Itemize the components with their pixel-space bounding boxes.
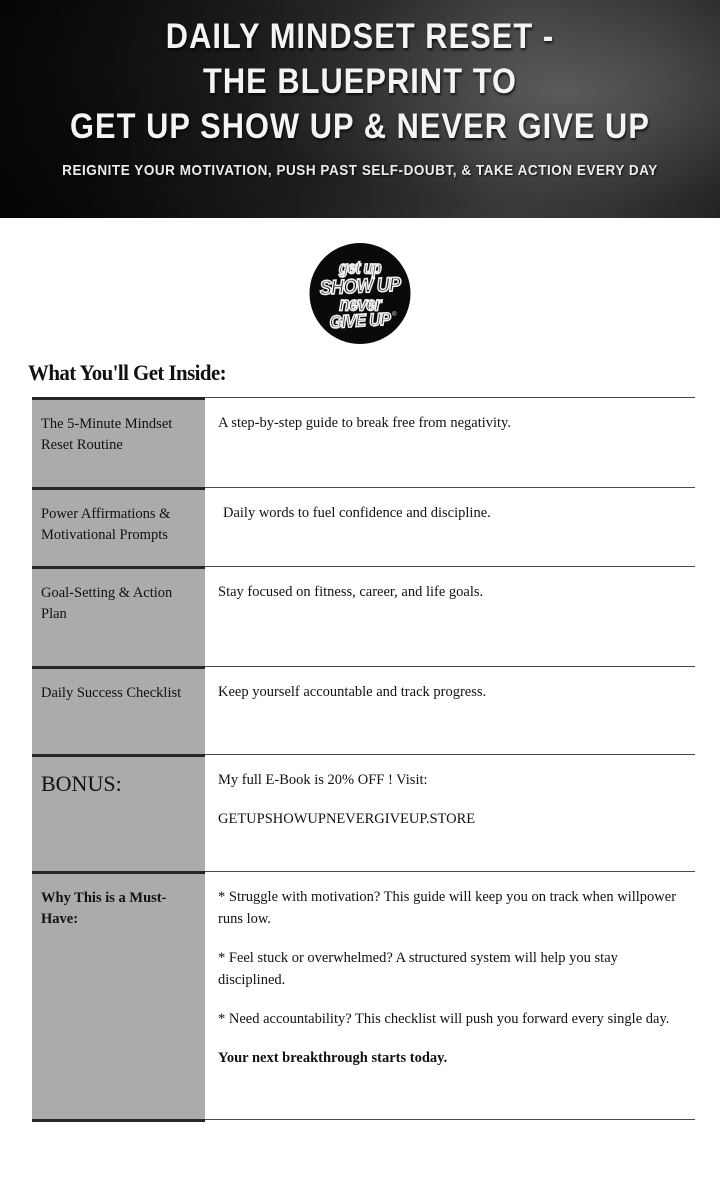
hero-banner — [0, 0, 720, 218]
logo-line-1: get up — [339, 258, 381, 279]
must-have-label: Why This is a Must-Have: — [32, 871, 205, 1119]
bonus-body — [205, 754, 695, 871]
closing-statement: Your next breakthrough starts today. — [218, 1050, 448, 1066]
must-have-bullet: * Feel stuck or overwhelmed? A structured system will help you stay disciplined. — [218, 950, 618, 988]
table-row-body — [205, 487, 695, 566]
table-row-label: Goal-Setting & Action Plan — [32, 566, 205, 666]
hero-content — [0, 0, 720, 179]
logo-text-block — [310, 258, 411, 333]
table-row-label: Power Affirmations & Motivational Prompts — [32, 487, 205, 566]
must-have-body — [205, 871, 695, 1119]
table-row-label: Daily Success Checklist — [32, 666, 205, 754]
bonus-store-link[interactable]: GETUPSHOWUPNEVERGIVEUP.STORE — [218, 811, 476, 827]
table-bottom-left — [32, 1119, 205, 1122]
hero-title-line-1: DAILY MINDSET RESET - — [165, 17, 555, 56]
bonus-offer-text: My full E-Book is 20% OFF ! Visit: — [218, 772, 428, 788]
logo-line-2: SHOW UP — [319, 273, 401, 299]
table-row-bonus — [32, 754, 695, 871]
table-row — [32, 397, 695, 487]
brand-logo — [310, 243, 411, 344]
must-have-bullet: * Struggle with motivation? This guide will keep you on track when willpower runs low. — [218, 889, 677, 927]
hero-title-line-2: THE BLUEPRINT TO — [202, 62, 518, 101]
logo-line-3: never — [339, 293, 381, 316]
must-have-bullet: * Need accountability? This checklist will push you forward every single day. — [218, 1011, 670, 1027]
table-row-label: The 5-Minute Mindset Reset Routine — [32, 397, 205, 487]
table-row-body — [205, 566, 695, 666]
table-row-body — [205, 397, 695, 487]
table-row-paragraph: Keep yourself accountable and track progress. — [218, 684, 487, 700]
contents-table — [32, 397, 695, 1122]
logo-circle — [310, 243, 411, 344]
table-row — [32, 666, 695, 754]
table-row-paragraph: Stay focused on fitness, career, and life goals. — [218, 584, 484, 600]
table-row-must-have — [32, 871, 695, 1119]
table-bottom-border — [32, 1119, 695, 1122]
logo-line-4: GIVE UP — [329, 310, 391, 333]
hero-title-line-3: GET UP SHOW UP & NEVER GIVE UP — [70, 107, 650, 146]
table-row — [32, 566, 695, 666]
table-bottom-right — [205, 1119, 695, 1122]
table-row — [32, 487, 695, 566]
table-row-paragraph: Daily words to fuel confidence and discipline. — [223, 505, 491, 521]
bonus-label: BONUS: — [32, 754, 205, 871]
table-row-paragraph: A step-by-step guide to break free from negativity. — [218, 415, 511, 431]
registered-trademark-icon: ® — [392, 312, 397, 318]
hero-subtitle: REIGNITE YOUR MOTIVATION, PUSH PAST SELF-DOUBT, & TAKE ACTION EVERY DAY — [62, 162, 658, 179]
section-heading: What You'll Get Inside: — [28, 360, 227, 385]
table-row-body — [205, 666, 695, 754]
